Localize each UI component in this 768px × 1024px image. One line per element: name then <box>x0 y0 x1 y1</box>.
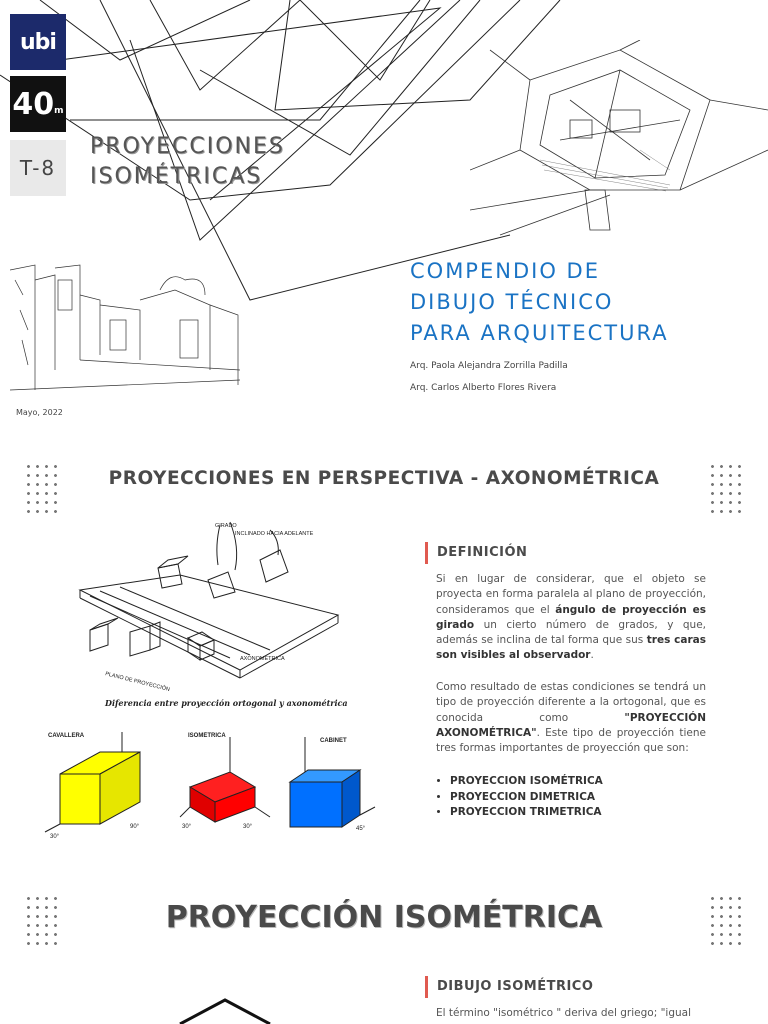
para2-c: . Este tipo de proyección tiene tres formas importantes de proyección que son: <box>436 726 706 755</box>
para1-b: ángulo de proyección es girado <box>436 603 706 631</box>
cover-title-line1: PROYECCIONES <box>90 134 285 159</box>
axonometric-slide <box>0 432 768 864</box>
isometric-shape-drawing <box>170 994 280 1024</box>
label-iso-angle1: 30° <box>182 824 192 830</box>
section-heading-dibujo: DIBUJO ISOMÉTRICO <box>425 976 593 998</box>
projection-plate-figure <box>70 520 345 700</box>
isometric-paragraph: El término "isométrico " deriva del griego; "igual <box>436 1007 692 1019</box>
label-cabinet: CABINET <box>320 738 347 744</box>
para1-c: un cierto número de grados, y que, además se inclina de tal forma que sus <box>436 618 706 647</box>
label-axonometrica: AXONOMÉTRICA <box>240 656 285 662</box>
compendio-line2: DIBUJO TÉCNICO <box>410 290 614 314</box>
label-isometrica: ISOMÉTRICA <box>188 733 226 739</box>
publication-date: Mayo, 2022 <box>16 408 63 417</box>
slide-title: PROYECCIONES EN PERSPECTIVA - AXONOMÉTRICA <box>108 468 660 489</box>
label-iso-angle2: 30° <box>243 824 253 830</box>
para2-a: Como resultado de estas condiciones se tendrá un tipo de proyección diferente a la ortogonal, que es conocida como <box>436 681 706 724</box>
list-item: • PROYECCION DIMETRICA <box>450 790 603 806</box>
isometric-slide <box>0 864 768 1024</box>
list-item: • PROYECCION TRIMETRICA <box>450 805 603 821</box>
figure-caption: Diferencia entre proyección ortogonal y axonométrica <box>105 698 348 708</box>
para1-d: tres caras son visibles al observador <box>436 634 706 662</box>
para2-b: "PROYECCIÓN AXONOMÉTRICA" <box>436 711 706 739</box>
section-heading-definicion: DEFINICIÓN <box>425 542 527 564</box>
para1-e: . <box>590 649 594 662</box>
label-cav-angle2: 90° <box>130 824 140 830</box>
cover-slide <box>0 0 768 432</box>
street-sketch-drawing <box>10 260 240 400</box>
forty-logo-sub: m <box>54 106 64 116</box>
author-2: Arq. Carlos Alberto Flores Rivera <box>410 383 557 393</box>
cover-title <box>90 132 285 192</box>
topic-badge: T-8 <box>10 140 66 196</box>
architectural-plan-drawing <box>470 40 768 250</box>
label-cab-angle: 45° <box>356 826 366 832</box>
compendio-title <box>410 256 669 349</box>
cover-title-line2: ISOMÉTRICAS <box>90 164 263 189</box>
projection-types-figure <box>40 732 400 852</box>
author-1: Arq. Paola Alejandra Zorrilla Padilla <box>410 361 568 371</box>
label-inclinado: INCLINADO HACIA ADELANTE <box>235 531 314 537</box>
label-cav-angle1: 30° <box>50 834 60 840</box>
slide-title: PROYECCIÓN ISOMÉTRICA <box>165 900 603 935</box>
label-plano: PLANO DE PROYECCIÓN <box>104 671 171 693</box>
label-cavallera: CAVALLERA <box>48 733 85 739</box>
list-item: • PROYECCION ISOMÉTRICA <box>450 774 603 790</box>
projection-types-list <box>436 774 603 821</box>
para1-a: Si en lugar de considerar, que el objeto se proyecta en forma paralela al plano de proyección, consideramos que el <box>436 573 706 616</box>
definition-paragraph <box>436 572 706 664</box>
compendio-line1: COMPENDIO DE <box>410 259 600 283</box>
compendio-line3: PARA ARQUITECTURA <box>410 321 669 345</box>
ubi-logo: ubi <box>10 14 66 70</box>
label-girado: GIRADO <box>215 523 237 529</box>
forty-logo-number: 40 <box>12 86 55 122</box>
forty-logo <box>10 76 66 132</box>
result-paragraph <box>436 680 706 756</box>
